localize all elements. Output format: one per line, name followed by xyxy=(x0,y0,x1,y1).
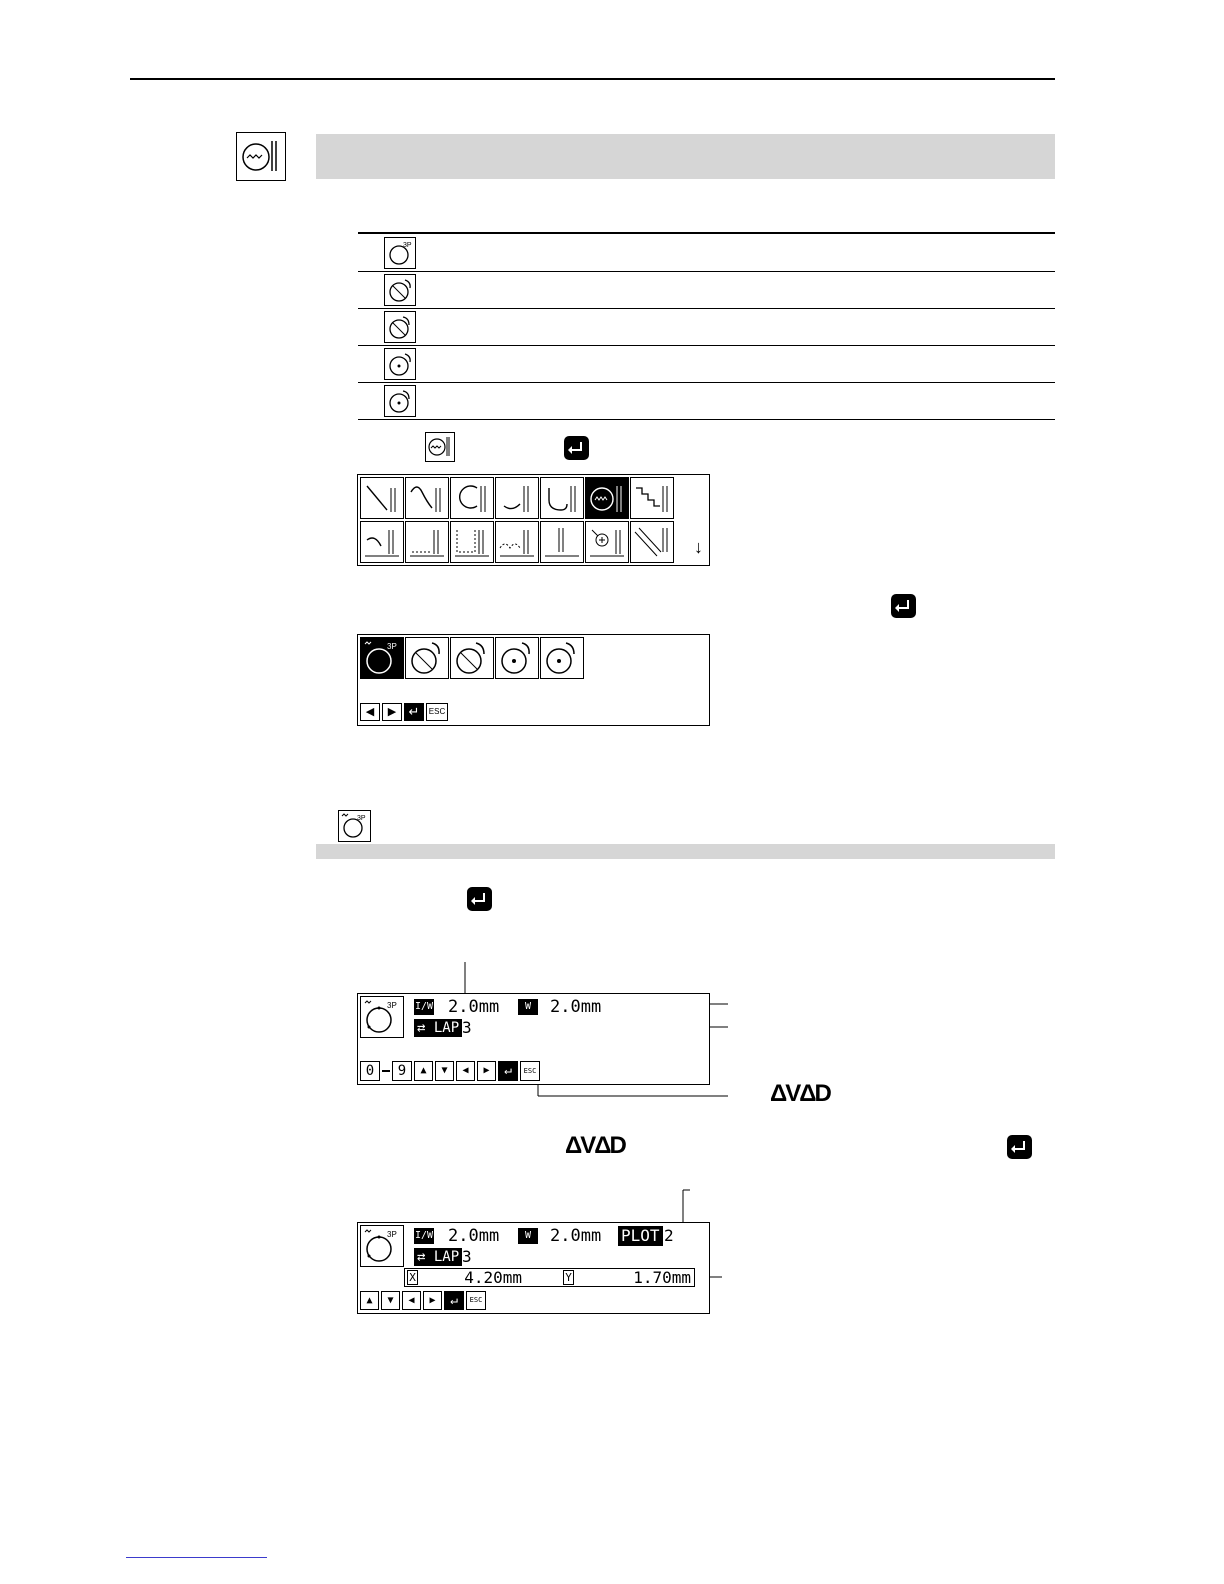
svg-text:3P: 3P xyxy=(387,642,397,651)
plot-screen xyxy=(357,1222,710,1314)
right-key[interactable]: ▶ xyxy=(382,703,402,721)
width-value[interactable]: 2.0mm xyxy=(550,997,602,1017)
pitch-value[interactable]: 2.0mm xyxy=(448,997,500,1017)
scroll-down-icon[interactable]: ↓ xyxy=(694,537,703,557)
plot-label: PLOT xyxy=(618,1226,663,1246)
width-icon: W xyxy=(518,999,538,1015)
svg-text:3P: 3P xyxy=(357,815,366,822)
enter-key[interactable]: ↵ xyxy=(498,1061,518,1081)
lap-label: ⇄ LAP xyxy=(414,1248,462,1266)
enter-key-icon xyxy=(1007,1135,1032,1159)
pitch-value[interactable]: 2.0mm xyxy=(448,1226,500,1246)
width-value[interactable]: 2.0mm xyxy=(550,1226,602,1246)
footer-rule xyxy=(126,1557,267,1558)
lap-value[interactable]: 3 xyxy=(462,1247,472,1266)
up-key[interactable]: ▲ xyxy=(360,1291,379,1310)
three-point-circle-icon xyxy=(360,1225,404,1267)
esc-key[interactable]: ESC xyxy=(426,703,448,721)
right-key[interactable]: ▶ xyxy=(423,1291,442,1310)
pitch-icon: I/W xyxy=(414,1228,434,1244)
digit-0-key[interactable]: 0 xyxy=(360,1061,380,1081)
lap-label: ⇄ LAP xyxy=(414,1019,462,1037)
left-key[interactable]: ◀ xyxy=(456,1061,475,1081)
enter-key[interactable]: ↵ xyxy=(444,1291,464,1310)
x-label: X xyxy=(407,1270,418,1285)
esc-key[interactable]: ESC xyxy=(520,1061,540,1081)
width-icon: W xyxy=(518,1228,538,1244)
lap-value[interactable]: 3 xyxy=(462,1018,472,1037)
x-value[interactable]: 4.20mm xyxy=(464,1268,522,1287)
y-label: Y xyxy=(563,1270,574,1285)
esc-key[interactable]: ESC xyxy=(466,1291,486,1310)
arrow-keys-symbols: ΔVΔD xyxy=(770,1080,830,1107)
left-key[interactable]: ◀ xyxy=(360,703,380,721)
svg-text:3P: 3P xyxy=(387,1230,397,1239)
up-key[interactable]: ▲ xyxy=(414,1061,433,1081)
three-point-circle-icon xyxy=(360,996,404,1038)
plot-value[interactable]: 2 xyxy=(664,1226,674,1245)
pitch-icon: I/W xyxy=(414,999,434,1015)
settings-screen xyxy=(357,993,710,1085)
down-key[interactable]: ▼ xyxy=(435,1061,454,1081)
range-dash xyxy=(382,1070,390,1072)
y-value[interactable]: 1.70mm xyxy=(633,1268,691,1287)
digit-9-key[interactable]: 9 xyxy=(392,1061,412,1081)
enter-key[interactable]: ↵ xyxy=(404,703,424,721)
left-key[interactable]: ◀ xyxy=(402,1291,421,1310)
coordinate-row xyxy=(404,1268,695,1287)
arrow-keys-symbols: ΔVΔD xyxy=(565,1132,625,1159)
svg-text:3P: 3P xyxy=(387,1001,397,1010)
right-key[interactable]: ▶ xyxy=(477,1061,496,1081)
down-key[interactable]: ▼ xyxy=(381,1291,400,1310)
svg-text:3P: 3P xyxy=(403,242,412,249)
